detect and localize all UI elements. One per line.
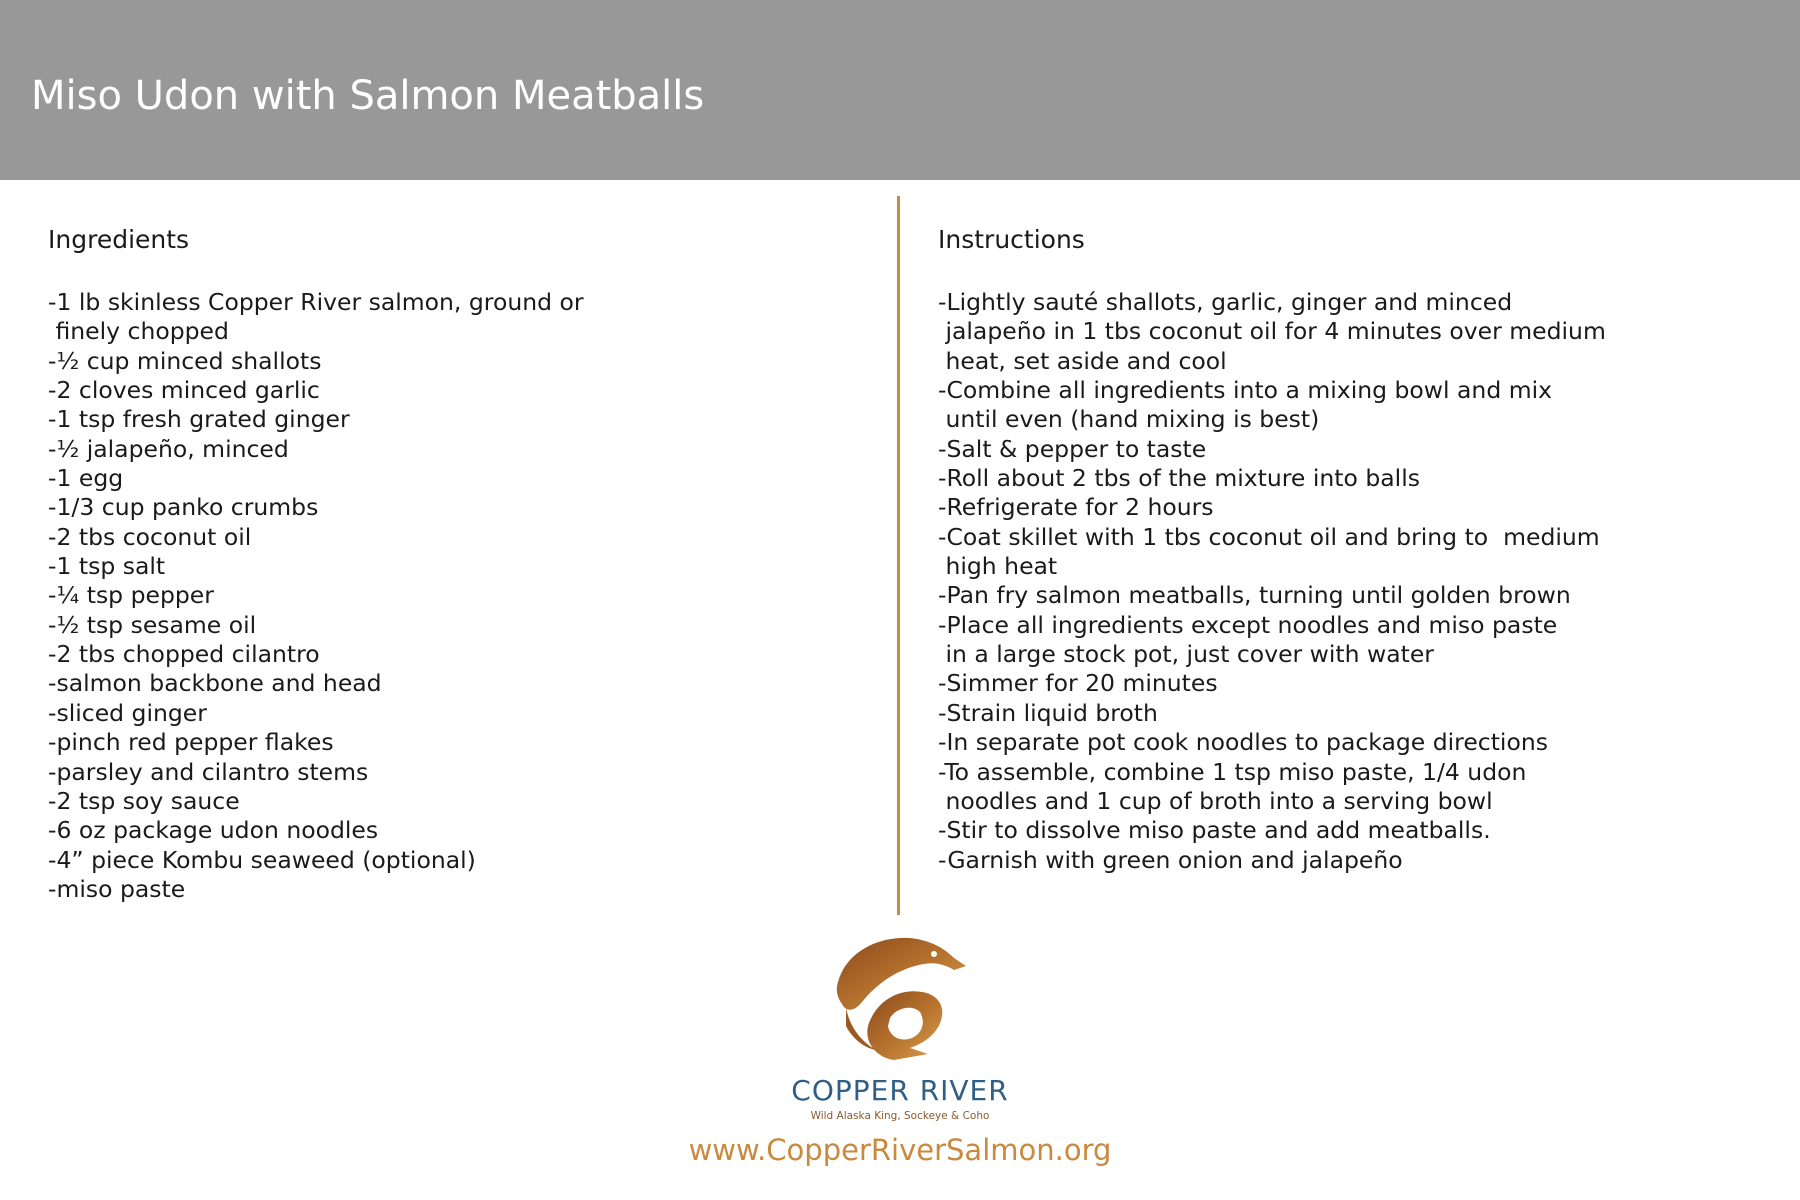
brand-name: COPPER RIVER (791, 1074, 1009, 1107)
ingredient-line: -sliced ginger (48, 698, 207, 727)
ingredient-line: -2 tbs coconut oil (48, 522, 252, 551)
instruction-line: noodles and 1 cup of broth into a serving bowl (938, 786, 1493, 815)
ingredient-line: -2 cloves minced garlic (48, 376, 320, 405)
instruction-line: -Combine all ingredients into a mixing bowl and mix (938, 376, 1553, 405)
ingredients-section (48, 222, 868, 904)
instruction-line: -Coat skillet with 1 tbs coconut oil and bring to medium (938, 522, 1600, 551)
ingredients-heading: Ingredients (48, 225, 190, 254)
instructions-list (938, 288, 1758, 875)
instruction-line: -Pan fry salmon meatballs, turning until golden brown (938, 581, 1571, 610)
ingredient-line: -½ tsp sesame oil (48, 610, 257, 639)
ingredient-line: -2 tbs chopped cilantro (48, 640, 320, 669)
instruction-line: -Strain liquid broth (938, 698, 1158, 727)
ingredient-line: -1 lb skinless Copper River salmon, ground or (48, 288, 584, 316)
ingredients-list (48, 288, 868, 904)
ingredient-line: -salmon backbone and head (48, 669, 382, 698)
ingredient-line: -1 egg (48, 464, 124, 493)
ingredient-line: -½ jalapeño, minced (48, 434, 289, 463)
instructions-section (938, 222, 1758, 875)
instruction-line: -Simmer for 20 minutes (938, 669, 1218, 698)
ingredient-line: finely chopped (48, 317, 229, 346)
ingredient-line: -4” piece Kombu seaweed (optional) (48, 845, 476, 874)
ingredient-line: -¼ tsp pepper (48, 581, 214, 610)
ingredient-line: -6 oz package udon noodles (48, 816, 379, 845)
instruction-line: -Lightly sauté shallots, garlic, ginger and minced (938, 288, 1513, 316)
instruction-line: jalapeño in 1 tbs coconut oil for 4 minutes over medium (938, 317, 1606, 346)
instruction-line: -Place all ingredients except noodles and miso paste (938, 610, 1558, 639)
ingredient-line: -miso paste (48, 874, 186, 903)
ingredient-line: -1/3 cup panko crumbs (48, 493, 319, 522)
instruction-line: -Garnish with green onion and jalapeño (938, 845, 1403, 874)
ingredient-line: -pinch red pepper flakes (48, 728, 334, 757)
instruction-line: until even (hand mixing is best) (938, 405, 1320, 434)
instruction-line: high heat (938, 552, 1058, 581)
instruction-line: in a large stock pot, just cover with water (938, 640, 1434, 669)
instruction-line: -In separate pot cook noodles to package directions (938, 728, 1548, 757)
instruction-line: -Stir to dissolve miso paste and add meatballs. (938, 816, 1491, 845)
instructions-heading: Instructions (938, 225, 1085, 254)
instruction-line: -To assemble, combine 1 tsp miso paste, 1/4 udon (938, 757, 1527, 786)
instruction-line: heat, set aside and cool (938, 346, 1227, 375)
header-banner (0, 0, 1800, 180)
ingredient-line: -1 tsp fresh grated ginger (48, 405, 350, 434)
ingredient-line: -1 tsp salt (48, 552, 166, 581)
instruction-line: -Roll about 2 tbs of the mixture into balls (938, 464, 1420, 493)
salmon-icon (816, 930, 970, 1062)
ingredient-line: -parsley and cilantro stems (48, 757, 369, 786)
page-title: Miso Udon with Salmon Meatballs (31, 73, 705, 119)
brand-tagline: Wild Alaska King, Sockeye & Coho (810, 1110, 990, 1122)
instruction-line: -Refrigerate for 2 hours (938, 493, 1214, 522)
website-link[interactable]: www.CopperRiverSalmon.org (688, 1133, 1112, 1167)
instruction-line: -Salt & pepper to taste (938, 434, 1207, 463)
column-divider (897, 196, 900, 915)
ingredient-line: -2 tsp soy sauce (48, 786, 240, 815)
ingredient-line: -½ cup minced shallots (48, 346, 322, 375)
